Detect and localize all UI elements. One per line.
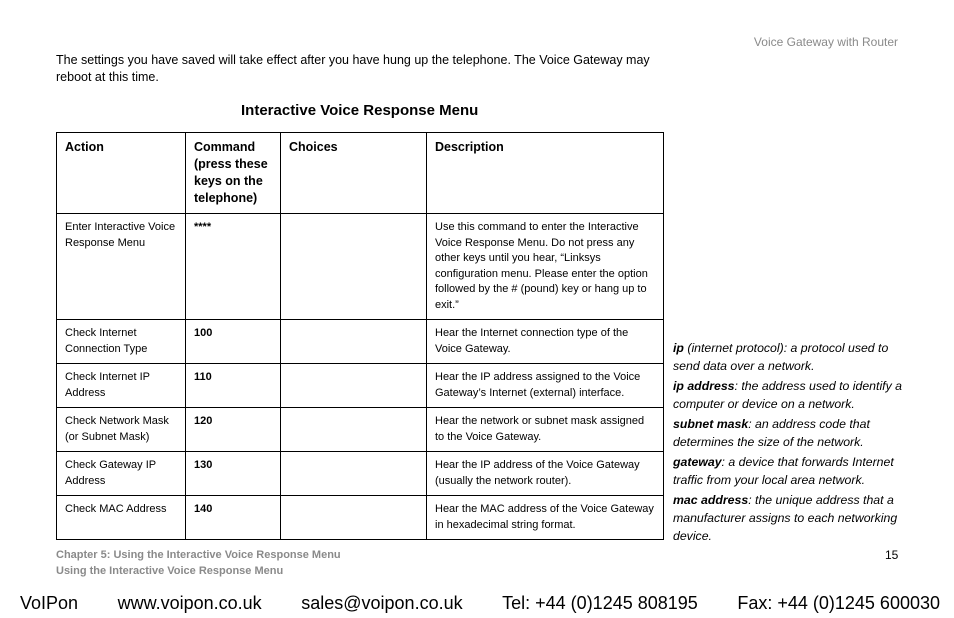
cell-action: Check MAC Address <box>57 496 186 540</box>
cell-choices <box>281 364 427 408</box>
glossary-sidebar <box>673 339 905 547</box>
header-description: Description <box>427 133 664 214</box>
cell-choices <box>281 408 427 452</box>
footer-section: Using the Interactive Voice Response Menu <box>56 565 284 577</box>
footer-chapter: Chapter 5: Using the Interactive Voice Response Menu <box>56 549 341 561</box>
cell-description: Hear the MAC address of the Voice Gateway in hexadecimal string format. <box>427 496 664 540</box>
cell-command: 130 <box>186 452 281 496</box>
glossary-term: mac address <box>673 493 749 507</box>
table-row <box>57 320 664 364</box>
telephone: Tel: +44 (0)1245 808195 <box>502 593 698 613</box>
cell-choices <box>281 320 427 364</box>
cell-description: Use this command to enter the Interactive Voice Response Menu. Do not press any other keys until you hear, “Linksys configuration menu. Please enter the option followed by the # (pound) key or hang up to exit.” <box>427 214 664 320</box>
glossary-term: subnet mask <box>673 417 749 431</box>
page-number: 15 <box>885 548 899 562</box>
table-header-row <box>57 133 664 214</box>
company-name: VoIPon <box>20 593 79 613</box>
glossary-definition: : a device that forwards Internet traffic from your local area network. <box>673 455 894 487</box>
glossary-definition: : the unique address that a manufacturer assigns to each networking device. <box>673 493 898 543</box>
cell-command: 140 <box>186 496 281 540</box>
table-row <box>57 496 664 540</box>
email-link[interactable]: sales@voipon.co.uk <box>301 593 463 613</box>
glossary-entry <box>673 453 905 489</box>
glossary-entry <box>673 339 905 375</box>
cell-description: Hear the network or subnet mask assigned to the Voice Gateway. <box>427 408 664 452</box>
cell-action: Enter Interactive Voice Response Menu <box>57 214 186 320</box>
document-running-header: Voice Gateway with Router <box>753 35 898 49</box>
cell-command: 110 <box>186 364 281 408</box>
header-choices: Choices <box>281 133 427 214</box>
cell-description: Hear the IP address of the Voice Gateway (usually the network router). <box>427 452 664 496</box>
cell-command: 120 <box>186 408 281 452</box>
glossary-entry <box>673 491 905 545</box>
contact-bar <box>20 593 940 614</box>
header-command: Command (press these keys on the telephone) <box>186 133 281 214</box>
glossary-term: ip address <box>673 379 735 393</box>
glossary-entry <box>673 415 905 451</box>
header-action: Action <box>57 133 186 214</box>
cell-action: Check Gateway IP Address <box>57 452 186 496</box>
cell-action: Check Internet Connection Type <box>57 320 186 364</box>
page-footer <box>56 547 341 579</box>
cell-choices <box>281 496 427 540</box>
cell-choices <box>281 452 427 496</box>
cell-action: Check Network Mask (or Subnet Mask) <box>57 408 186 452</box>
cell-description: Hear the IP address assigned to the Voice Gateway’s Internet (external) interface. <box>427 364 664 408</box>
fax: Fax: +44 (0)1245 600030 <box>737 593 940 613</box>
table-row <box>57 452 664 496</box>
table-row <box>57 214 664 320</box>
cell-command: **** <box>186 214 281 320</box>
glossary-definition: : an address code that determines the size of the network. <box>673 417 870 449</box>
glossary-definition: : the address used to identify a computer or device on a network. <box>673 379 902 411</box>
ivr-menu-table <box>56 132 664 540</box>
cell-choices <box>281 214 427 320</box>
website-link[interactable]: www.voipon.co.uk <box>117 593 262 613</box>
cell-description: Hear the Internet connection type of the Voice Gateway. <box>427 320 664 364</box>
glossary-term: ip <box>673 341 684 355</box>
cell-action: Check Internet IP Address <box>57 364 186 408</box>
glossary-entry <box>673 377 905 413</box>
table-row <box>57 364 664 408</box>
intro-paragraph: The settings you have saved will take effect after you have hung up the telephone. The Voice Gateway may reboot at this time. <box>56 53 650 84</box>
glossary-definition: (internet protocol): a protocol used to send data over a network. <box>673 341 889 373</box>
cell-command: 100 <box>186 320 281 364</box>
table-row <box>57 408 664 452</box>
table-title: Interactive Voice Response Menu <box>241 102 479 119</box>
glossary-term: gateway <box>673 455 722 469</box>
